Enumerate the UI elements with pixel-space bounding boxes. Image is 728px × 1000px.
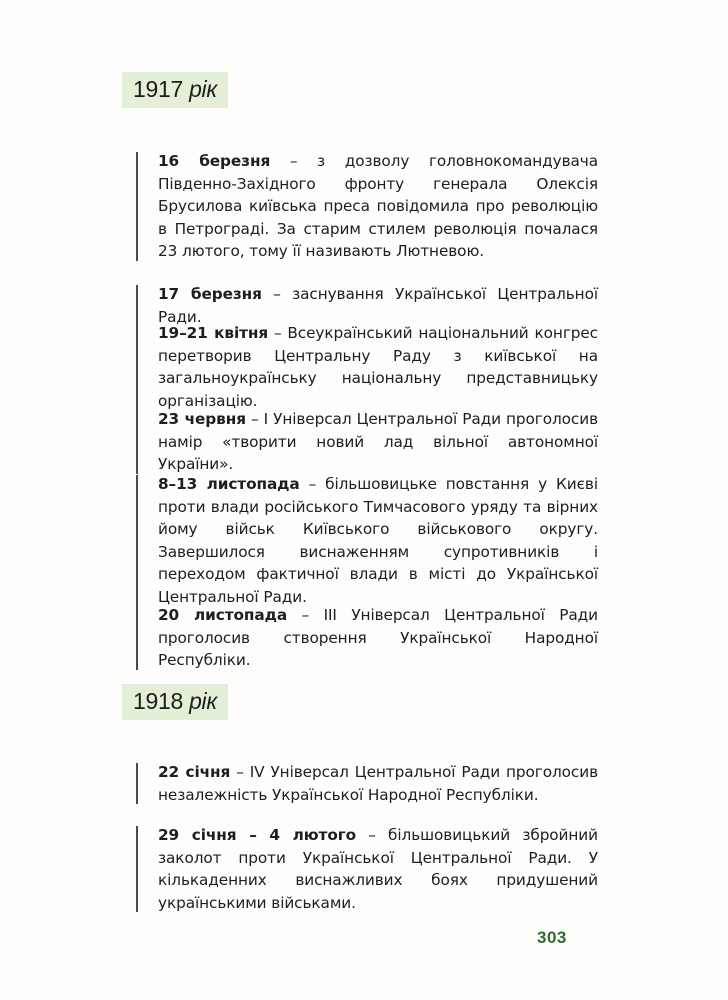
entry-text: – більшовицьке повстання у Києві проти влади російського Тимчасового уряду та вірних йому військ Київського військового округу. Завершилося виснаженням супротивників і переходом фактичної влади в місті до Української Центральної Ради. xyxy=(158,475,599,606)
year-number: 1917 xyxy=(133,76,183,102)
entry-text: – Всеукраїнський національний конгрес перетворив Центральну Раду з київської на загальноукраїнську національну представницьку організацію. xyxy=(158,324,598,410)
entry-date: 23 червня xyxy=(158,410,246,428)
entry-date: 20 листопада xyxy=(158,606,288,624)
entry-text: – більшовицький збройний заколот проти Української Центральної Ради. У кількаденних виснажливих боях придушений українськими військами. xyxy=(158,826,598,912)
timeline-entry xyxy=(136,473,598,609)
entry-bar xyxy=(136,606,138,670)
entry-date: 19–21 квітня xyxy=(158,324,269,342)
entry-date: 17 березня xyxy=(158,285,262,303)
timeline-entry xyxy=(136,604,598,672)
timeline-entry xyxy=(136,408,598,476)
entry-text: – з дозволу головнокомандувача Південно-Західного фронту генерала Олексія Брусилова київська преса повідомила про революцію в Петрограді. За старим стилем революція почалася 23 лютого, тому її називають Лютневою. xyxy=(158,152,598,261)
entry-text: – I Універсал Центральної Ради проголосив намір «творити новий лад вільної автономної України». xyxy=(158,410,598,474)
entry-bar xyxy=(136,410,138,474)
page-number: 303 xyxy=(537,928,567,947)
timeline-entry xyxy=(136,322,598,412)
entry-bar xyxy=(136,826,138,912)
entry-bar xyxy=(136,475,138,607)
year-number: 1918 xyxy=(133,688,183,714)
entry-date: 29 січня – 4 лютого xyxy=(158,826,357,844)
entry-bar xyxy=(136,152,138,261)
entry-bar xyxy=(136,285,138,326)
entry-date: 8–13 листопада xyxy=(158,475,300,493)
entry-date: 16 березня xyxy=(158,152,271,170)
year-heading-1918 xyxy=(122,684,228,720)
timeline-entry xyxy=(136,824,598,914)
entry-text: – IV Універсал Центральної Ради проголосив незалежність Української Народної Республіки. xyxy=(158,763,598,804)
year-word: рік xyxy=(189,688,217,714)
year-heading-1917 xyxy=(122,72,228,108)
entry-text: – III Універсал Центральної Ради проголосив створення Української Народної Республіки. xyxy=(158,606,598,670)
entry-bar xyxy=(136,763,138,804)
entry-date: 22 січня xyxy=(158,763,231,781)
timeline-entry xyxy=(136,150,598,263)
entry-bar xyxy=(136,324,138,410)
timeline-entry xyxy=(136,761,598,806)
entry-text: – заснування Української Центральної Ради. xyxy=(158,285,598,326)
year-word: рік xyxy=(189,76,217,102)
